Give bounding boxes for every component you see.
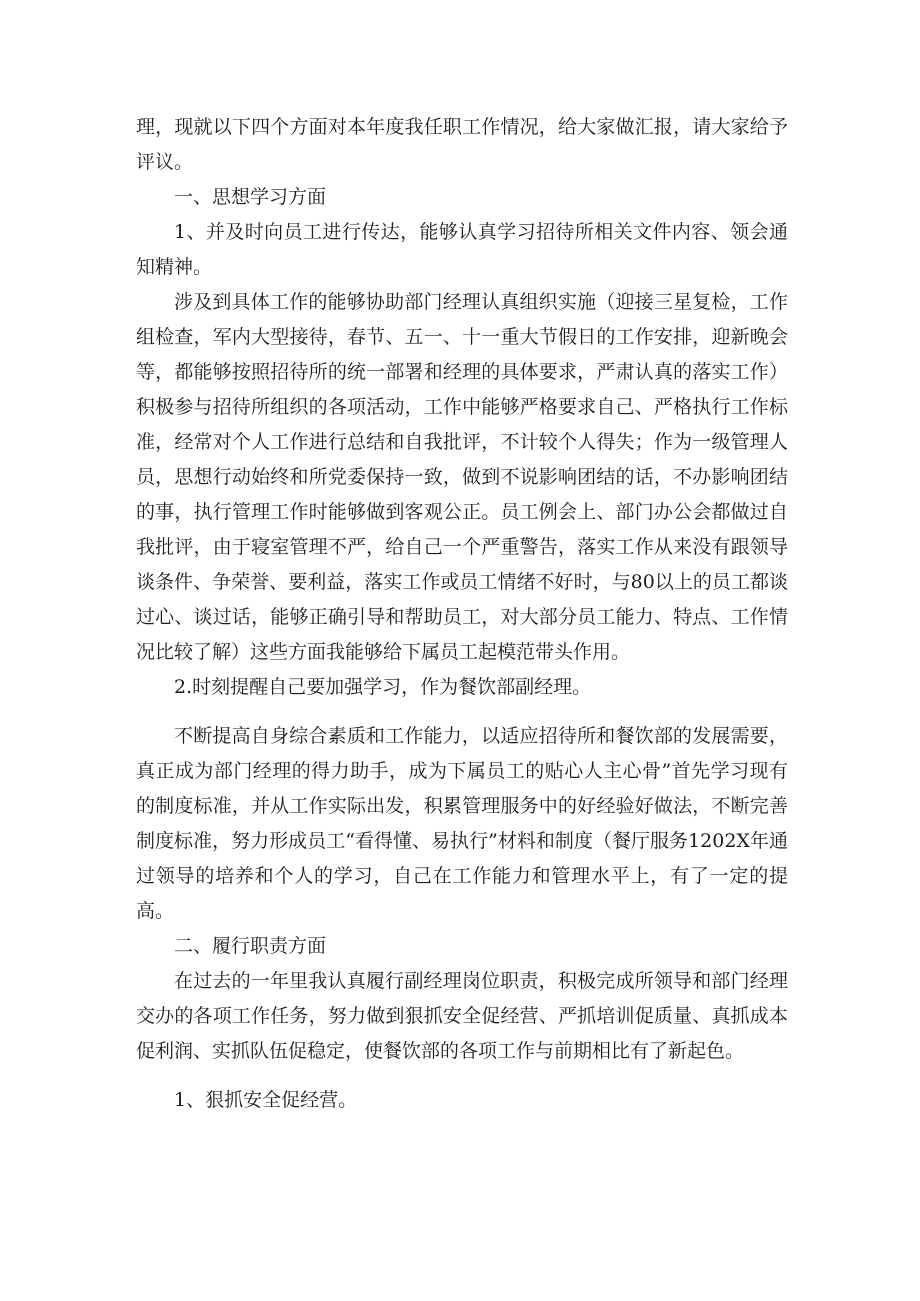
paragraph-continuation: 理，现就以下四个方面对本年度我任职工作情况，给大家做汇报，请大家给予评议。	[136, 116, 788, 173]
section-heading-thought-study: 一、思想学习方面	[174, 186, 327, 208]
paragraph-improve-quality: 不断提高自身综合素质和工作能力，以适应招待所和餐饮部的发展需要，真正成为部门经理的得力助手，成为下属员工的贴心人主心骨”首先学习现有的制度标准，并从工作实际出发，积累管理服务中的好经验好做法，不断完善制度标准，努力形成员工“看得懂、易执行”材料和制度（餐厅服务1202X年通过领导的培养和个人的学习，自己在工作能力和管理水平上，有了一定的提高。	[136, 725, 788, 922]
section-heading-duties: 二、履行职责方面	[174, 935, 327, 957]
paragraph-safety-item: 1、狠抓安全促经营。	[174, 1089, 358, 1111]
paragraph-item-1: 1、并及时向员工进行传达，能够认真学习招待所相关文件内容、领会通知精神。	[136, 221, 788, 278]
paragraph-work-details: 涉及到具体工作的能够协助部门经理认真组织实施（迎接三星复检，工作组检查，军内大型接待，春节、五一、十一重大节假日的工作安排，迎新晚会等，都能够按照招待所的统一部署和经理的具体要求，严肃认真的落实工作）积极参与招待所组织的各项活动，工作中能够严格要求自己、严格执行工作标准，经常对个人工作进行总结和自我批评，不计较个人得失；作为一级管理人员，思想行动始终和所党委保持一致，做到不说影响团结的话，不办影响团结的事，执行管理工作时能够做到客观公正。员工例会上、部门办公会都做过自我批评，由于寝室管理不严，给自己一个严重警告，落实工作从来没有跟领导谈条件、争荣誉、要利益，落实工作或员工情绪不好时，与80以上的员工都谈过心、谈过话，能够正确引导和帮助员工，对大部分员工能力、特点、工作情况比较了解）这些方面我能够给下属员工起模范带头作用。	[136, 291, 788, 663]
paragraph-item-2: 2.时刻提醒自己要加强学习，作为餐饮部副经理。	[174, 676, 592, 698]
paragraph-duties-summary: 在过去的一年里我认真履行副经理岗位职责，积极完成所领导和部门经理交办的各项工作任务，努力做到狠抓安全促经营、严抓培训促质量、真抓成本促利润、实抓队伍促稳定，使餐饮部的各项工作与前期相比有了新起色。	[136, 970, 788, 1062]
